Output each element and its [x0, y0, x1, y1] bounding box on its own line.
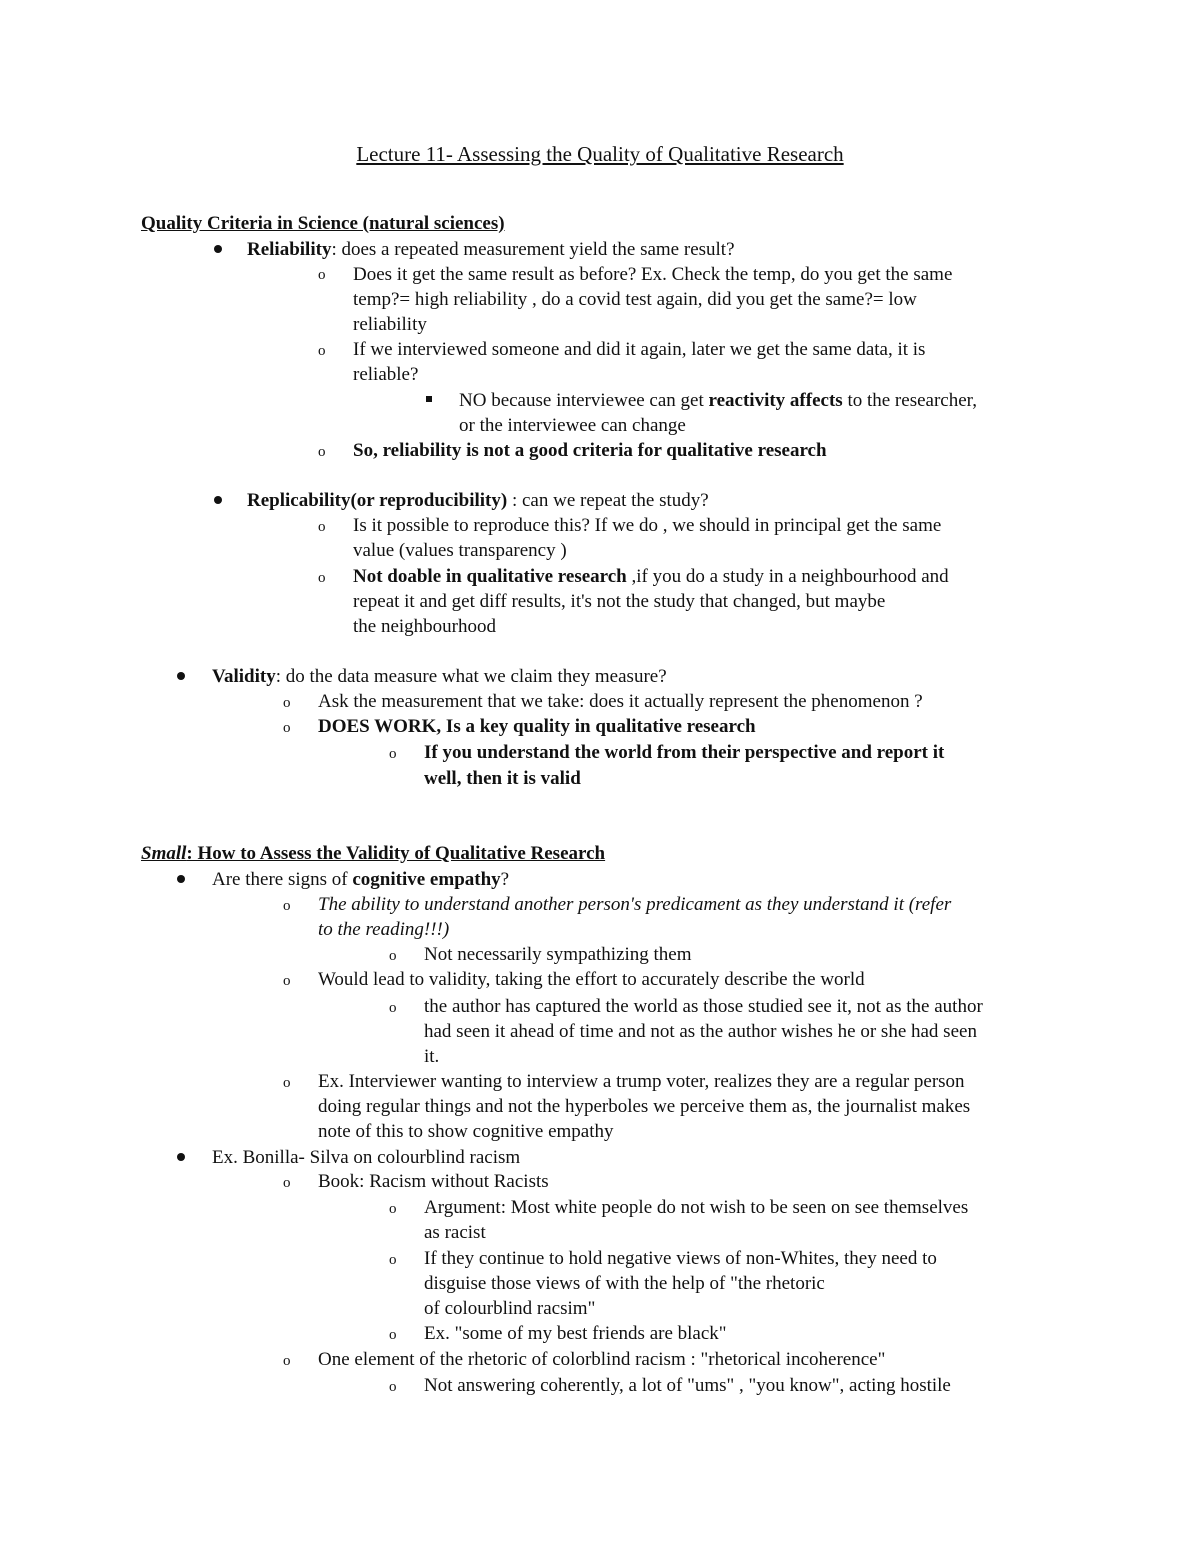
b2-s1-a-line2: as racist: [424, 1222, 486, 1243]
b1-s1-line2: to the reading!!!): [318, 919, 450, 940]
replicability-term: Replicability(or reproducibility): [247, 490, 508, 511]
page-title: Lecture 11- Assessing the Quality of Qualitative Research: [356, 142, 844, 166]
validity-sub3-line2: well, then it is valid: [424, 768, 581, 789]
reliability-no-line1: [459, 388, 977, 413]
replicability-sub2-line1: [353, 564, 949, 589]
reliability-sub2-line2: reliable?: [353, 364, 419, 385]
b2-s2-a: Not answering coherently, a lot of "ums" , "you know", acting hostile: [424, 1375, 951, 1396]
reliability-sub1-line2: temp?= high reliability , do a covid test again, did you get the same?= low: [353, 289, 917, 310]
reliability-term: Reliability: [247, 239, 332, 260]
b1-s2-a-line2: had seen it ahead of time and not as the author wishes he or she had seen: [424, 1021, 977, 1042]
reactivity-affects-term: reactivity affects: [708, 390, 843, 411]
b1-pre: Are there signs of: [212, 869, 353, 890]
b1-s2-a-line3: it.: [424, 1046, 440, 1067]
validity-bullet: [212, 664, 667, 689]
b1-s3-line3: note of this to show cognitive empathy: [318, 1121, 614, 1142]
reliability-no-text-end: to the researcher,: [842, 390, 977, 411]
circle-bullet-icon: o: [389, 1379, 397, 1395]
b2-s1-a-line1: Argument: Most white people do not wish to be seen on see themselves: [424, 1197, 969, 1218]
replicability-bullet: [247, 488, 709, 513]
bullet-icon: [177, 672, 185, 680]
cognitive-empathy-bullet: [212, 867, 509, 892]
reliability-sub1-line3: reliability: [353, 314, 427, 335]
validity-definition: : do the data measure what we claim they measure?: [275, 666, 667, 687]
validity-term: Validity: [212, 666, 276, 687]
b2-s1-c: Ex. "some of my best friends are black": [424, 1323, 727, 1344]
bullet-icon: [214, 245, 222, 253]
circle-bullet-icon: o: [283, 973, 291, 989]
circle-bullet-icon: o: [283, 1075, 291, 1091]
b2-s2: One element of the rhetoric of colorblind racism : "rhetorical incoherence": [318, 1349, 886, 1370]
circle-bullet-icon: o: [389, 1327, 397, 1343]
circle-bullet-icon: o: [283, 720, 291, 736]
replicability-sub1-line2: value (values transparency ): [353, 540, 567, 561]
not-doable-term: Not doable in qualitative research: [353, 566, 627, 587]
validity-sub3-line1: If you understand the world from their perspective and report it: [424, 742, 945, 763]
b1-s1-line1: The ability to understand another person's predicament as they understand it (refer: [318, 894, 952, 915]
validity-sub2: DOES WORK, Is a key quality in qualitative research: [318, 716, 756, 737]
replicability-sub1-line1: Is it possible to reproduce this? If we do , we should in principal get the same: [353, 515, 942, 536]
circle-bullet-icon: o: [389, 948, 397, 964]
circle-bullet-icon: o: [389, 1252, 397, 1268]
circle-bullet-icon: o: [283, 695, 291, 711]
b1-post: ?: [500, 869, 510, 890]
replicability-sub2-line3: the neighbourhood: [353, 616, 497, 637]
circle-bullet-icon: o: [318, 444, 326, 460]
reliability-conclusion: So, reliability is not a good criteria for qualitative research: [353, 440, 827, 461]
bullet-icon: [177, 1153, 185, 1161]
b1-s1-a: Not necessarily sympathizing them: [424, 944, 692, 965]
reliability-bullet: [247, 237, 735, 262]
replicability-definition: : can we repeat the study?: [507, 490, 709, 511]
reliability-definition: : does a repeated measurement yield the same result?: [331, 239, 735, 260]
circle-bullet-icon: o: [283, 1175, 291, 1191]
heading-rest: : How to Assess the Validity of Qualitative Research: [186, 843, 606, 864]
reliability-no-line2: or the interviewee can change: [459, 415, 686, 436]
circle-bullet-icon: o: [389, 1201, 397, 1217]
bullet-icon: [177, 875, 185, 883]
b2-s1-b-line3: of colourblind racsim": [424, 1298, 596, 1319]
b2-s1: Book: Racism without Racists: [318, 1171, 549, 1192]
circle-bullet-icon: o: [318, 519, 326, 535]
section-heading-quality-criteria: Quality Criteria in Science (natural sciences): [141, 213, 505, 234]
b2-s1-b-line1: If they continue to hold negative views of non-Whites, they need to: [424, 1248, 937, 1269]
b1-s2-a-line1: the author has captured the world as those studied see it, not as the author: [424, 996, 983, 1017]
circle-bullet-icon: o: [389, 1000, 397, 1016]
b1-s3-line1: Ex. Interviewer wanting to interview a trump voter, realizes they are a regular person: [318, 1071, 965, 1092]
section-heading-validity-assessment: [141, 843, 605, 865]
reliability-no-text: NO because interviewee can get: [459, 390, 709, 411]
b2-s1-b-line2: disguise those views of with the help of "the rhetoric: [424, 1273, 825, 1294]
reliability-sub1-line1: Does it get the same result as before? Ex. Check the temp, do you get the same: [353, 264, 953, 285]
cognitive-empathy-term: cognitive empathy: [352, 869, 501, 890]
b1-s2: Would lead to validity, taking the effort to accurately describe the world: [318, 969, 865, 990]
circle-bullet-icon: o: [318, 570, 326, 586]
circle-bullet-icon: o: [318, 267, 326, 283]
heading-lead: Small: [141, 843, 187, 864]
bonilla-silva-bullet: Ex. Bonilla- Silva on colourblind racism: [212, 1147, 521, 1168]
reliability-sub2-line1: If we interviewed someone and did it again, later we get the same data, it is: [353, 339, 926, 360]
circle-bullet-icon: o: [318, 343, 326, 359]
replicability-sub2-line2: repeat it and get diff results, it's not the study that changed, but maybe: [353, 591, 886, 612]
b1-s3-line2: doing regular things and not the hyperboles we perceive them as, the journalist makes: [318, 1096, 971, 1117]
bullet-icon: [214, 496, 222, 504]
square-bullet-icon: [426, 396, 432, 402]
replicability-sub2-text: ,if you do a study in a neighbourhood and: [626, 566, 949, 587]
circle-bullet-icon: o: [283, 898, 291, 914]
circle-bullet-icon: o: [389, 746, 397, 762]
validity-sub1: Ask the measurement that we take: does it actually represent the phenomenon ?: [318, 691, 923, 712]
circle-bullet-icon: o: [283, 1353, 291, 1369]
